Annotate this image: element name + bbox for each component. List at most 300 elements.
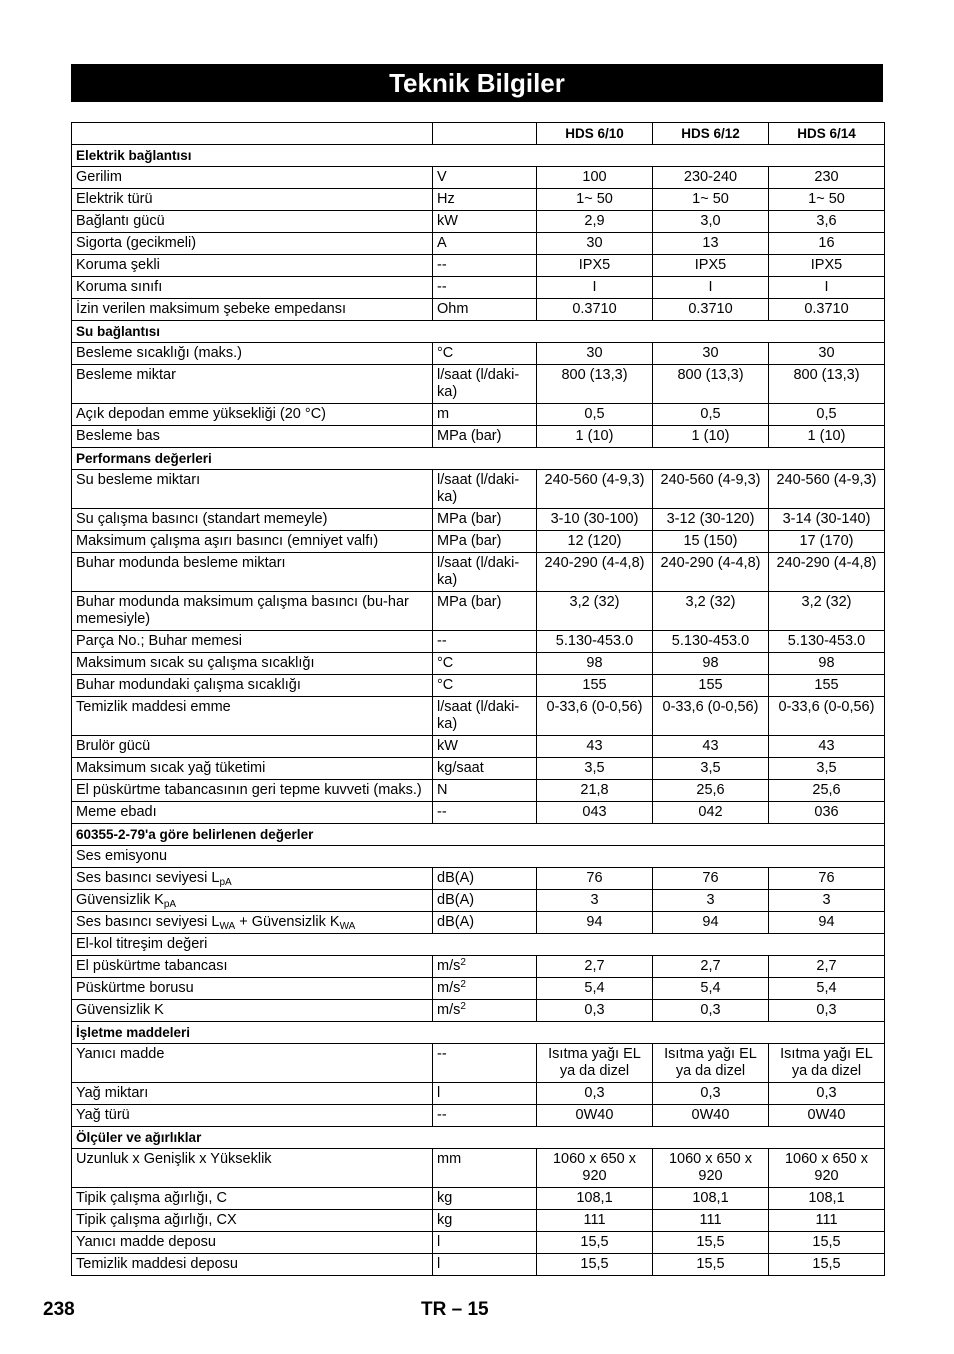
unit-text: kg/saat [437, 760, 484, 776]
table-row [72, 1083, 885, 1105]
value-cell: 98 [769, 653, 885, 675]
value-cell: 0-33,6 (0-0,56) [769, 697, 885, 736]
value-cell: 108,1 [653, 1188, 769, 1210]
spec-label-cell [72, 404, 433, 426]
value-cell: 0,5 [769, 404, 885, 426]
spec-label-cell [72, 780, 433, 802]
spec-label: El püskürtme tabancası [76, 958, 228, 974]
spec-label-cell [72, 1210, 433, 1232]
value-cell: 1060 x 650 x 920 [769, 1149, 885, 1188]
section-title: Performans değerleri [72, 448, 885, 470]
value-cell: 15,5 [537, 1254, 653, 1276]
unit-text: -- [437, 1046, 447, 1062]
value-cell: 3 [769, 890, 885, 912]
unit-cell [433, 167, 537, 189]
page-number: 238 [43, 1299, 75, 1320]
spec-label: Püskürtme borusu [76, 980, 194, 996]
spec-label: Besleme sıcaklığı (maks.) [76, 345, 242, 361]
unit-text: Hz [437, 191, 455, 207]
unit-text: -- [437, 279, 447, 295]
spec-label: Brulör gücü [76, 738, 151, 754]
spec-label: Elektrik türü [76, 191, 153, 207]
unit-cell [433, 470, 537, 509]
unit-cell [433, 255, 537, 277]
spec-label: Temizlik maddesi deposu [76, 1256, 238, 1272]
value-cell: 3,5 [769, 758, 885, 780]
unit-cell [433, 1210, 537, 1232]
unit-cell [433, 189, 537, 211]
unit-text: l/saat (l/daki-ka) [437, 555, 520, 588]
model-header: HDS 6/10 [537, 123, 653, 145]
spec-label: Parça No.; Buhar memesi [76, 633, 243, 649]
unit-text: kW [437, 738, 458, 754]
value-cell: 240-290 (4-4,8) [653, 553, 769, 592]
unit-text: MPa (bar) [437, 511, 502, 527]
value-cell: 15,5 [769, 1254, 885, 1276]
unit-cell [433, 365, 537, 404]
spec-label: Ses basıncı seviyesi L [76, 914, 220, 930]
value-cell: 3-12 (30-120) [653, 509, 769, 531]
value-cell: IPX5 [653, 255, 769, 277]
value-cell: 94 [653, 912, 769, 934]
table-row [72, 1188, 885, 1210]
value-cell: 0,3 [769, 1083, 885, 1105]
value-cell: 240-290 (4-4,8) [537, 553, 653, 592]
value-cell: 230 [769, 167, 885, 189]
unit-cell [433, 653, 537, 675]
unit-cell [433, 1000, 537, 1022]
section-title: Ölçüler ve ağırlıklar [72, 1127, 885, 1149]
unit-text: -- [437, 1107, 447, 1123]
unit-cell [433, 1232, 537, 1254]
unit-text: kg [437, 1190, 453, 1206]
value-cell: 5.130-453.0 [653, 631, 769, 653]
spec-label: Açık depodan emme yüksekliği (20 °C) [76, 406, 326, 422]
value-cell: 240-560 (4-9,3) [537, 470, 653, 509]
value-cell: I [653, 277, 769, 299]
table-row [72, 758, 885, 780]
unit-cell [433, 631, 537, 653]
unit-cell [433, 404, 537, 426]
unit-cell [433, 277, 537, 299]
unit-text: °C [437, 655, 454, 671]
table-row [72, 697, 885, 736]
value-cell: I [537, 277, 653, 299]
spec-label: Meme ebadı [76, 804, 157, 820]
table-row [72, 1000, 885, 1022]
spec-label: Su çalışma basıncı (standart memeyle) [76, 511, 328, 527]
spec-label: Gerilim [76, 169, 122, 185]
spec-label-cell [72, 736, 433, 758]
subsection-row [72, 934, 885, 956]
spec-label: Yanıcı madde [76, 1046, 165, 1062]
table-row [72, 365, 885, 404]
value-cell: 0,3 [769, 1000, 885, 1022]
unit-text: V [437, 169, 447, 185]
spec-label-cell [72, 233, 433, 255]
value-cell: 3,2 (32) [769, 592, 885, 631]
unit-text: A [437, 235, 447, 251]
value-cell: 800 (13,3) [537, 365, 653, 404]
value-cell: 3 [537, 890, 653, 912]
unit-cell [433, 697, 537, 736]
value-cell: 230-240 [653, 167, 769, 189]
table-row [72, 167, 885, 189]
value-cell: 0.3710 [537, 299, 653, 321]
value-cell: 043 [537, 802, 653, 824]
value-cell: 111 [537, 1210, 653, 1232]
value-cell: 5.130-453.0 [769, 631, 885, 653]
table-row [72, 343, 885, 365]
value-cell: IPX5 [769, 255, 885, 277]
value-cell: 1 (10) [769, 426, 885, 448]
spec-label-cell [72, 1083, 433, 1105]
spec-label: Besleme miktar [76, 367, 176, 383]
value-cell: 3,5 [537, 758, 653, 780]
spec-label-cell [72, 802, 433, 824]
unit-text: m/s [437, 1002, 461, 1018]
value-cell: 1~ 50 [769, 189, 885, 211]
unit-text: MPa (bar) [437, 428, 502, 444]
table-row [72, 978, 885, 1000]
unit-superscript: 2 [460, 1001, 466, 1012]
value-cell: 94 [769, 912, 885, 934]
section-header-row [72, 448, 885, 470]
unit-cell [433, 1149, 537, 1188]
section-header-row [72, 321, 885, 343]
spec-label-cell [72, 1000, 433, 1022]
spec-label-cell [72, 1044, 433, 1083]
model-header: HDS 6/12 [653, 123, 769, 145]
value-cell: 25,6 [769, 780, 885, 802]
section-title: 60355-2-79'a göre belirlenen değerler [72, 824, 885, 846]
spec-label-cell [72, 299, 433, 321]
unit-text: l [437, 1256, 441, 1272]
value-cell: I [769, 277, 885, 299]
spec-label-cell [72, 470, 433, 509]
section-title: Su bağlantısı [72, 321, 885, 343]
value-cell: 30 [537, 233, 653, 255]
table-header-row [72, 123, 885, 145]
unit-cell [433, 780, 537, 802]
unit-cell [433, 868, 537, 890]
value-cell: 5,4 [653, 978, 769, 1000]
table-row [72, 1232, 885, 1254]
value-cell: 0.3710 [769, 299, 885, 321]
value-cell: 108,1 [537, 1188, 653, 1210]
table-row [72, 1210, 885, 1232]
unit-cell [433, 758, 537, 780]
value-cell: 16 [769, 233, 885, 255]
spec-label: Koruma şekli [76, 257, 160, 273]
spec-label: Tipik çalışma ağırlığı, CX [76, 1212, 237, 1228]
table-row [72, 211, 885, 233]
value-cell: 3,0 [653, 211, 769, 233]
unit-cell [433, 890, 537, 912]
unit-cell [433, 531, 537, 553]
table-row [72, 802, 885, 824]
unit-text: kg [437, 1212, 453, 1228]
value-cell: 1060 x 650 x 920 [537, 1149, 653, 1188]
value-cell: 25,6 [653, 780, 769, 802]
unit-text: l [437, 1234, 441, 1250]
value-cell: 0,3 [537, 1083, 653, 1105]
spec-label: Buhar modunda maksimum çalışma basıncı (bu-har memesiyle) [76, 594, 409, 627]
spec-label-cell [72, 758, 433, 780]
value-cell: 30 [653, 343, 769, 365]
value-cell: 3 [653, 890, 769, 912]
value-cell: 100 [537, 167, 653, 189]
value-cell: 0W40 [769, 1105, 885, 1127]
spec-label: Yağ türü [76, 1107, 130, 1123]
spec-label-cell [72, 956, 433, 978]
unit-cell [433, 233, 537, 255]
table-row [72, 277, 885, 299]
value-cell: 43 [537, 736, 653, 758]
section-title: İşletme maddeleri [72, 1022, 885, 1044]
unit-cell [433, 1188, 537, 1210]
table-row [72, 868, 885, 890]
table-row [72, 553, 885, 592]
spec-label-subscript: pA [163, 899, 177, 910]
unit-text: MPa (bar) [437, 533, 502, 549]
section-header-row [72, 824, 885, 846]
value-cell: 0,5 [653, 404, 769, 426]
unit-text: -- [437, 257, 447, 273]
value-cell: 3,6 [769, 211, 885, 233]
unit-text: m [437, 406, 450, 422]
value-cell: 1060 x 650 x 920 [653, 1149, 769, 1188]
value-cell: 12 (120) [537, 531, 653, 553]
spec-label: Maksimum çalışma aşırı basıncı (emniyet valfı) [76, 533, 379, 549]
spec-label-cell [72, 531, 433, 553]
value-cell: 17 (170) [769, 531, 885, 553]
spec-table-body [72, 145, 885, 1276]
value-cell: 3,2 (32) [537, 592, 653, 631]
spec-label: Sigorta (gecikmeli) [76, 235, 197, 251]
value-cell: 13 [653, 233, 769, 255]
spec-label: Yanıcı madde deposu [76, 1234, 216, 1250]
value-cell: 240-560 (4-9,3) [653, 470, 769, 509]
spec-label-cell [72, 189, 433, 211]
unit-cell [433, 912, 537, 934]
spec-label-cell [72, 167, 433, 189]
value-cell: 155 [537, 675, 653, 697]
table-row [72, 675, 885, 697]
table-row [72, 736, 885, 758]
table-row [72, 780, 885, 802]
value-cell: 111 [769, 1210, 885, 1232]
spec-label-cell [72, 343, 433, 365]
unit-text: l [437, 1085, 441, 1101]
value-cell: 2,7 [769, 956, 885, 978]
unit-cell [433, 509, 537, 531]
value-cell: Isıtma yağı EL ya da dizel [769, 1044, 885, 1083]
spec-label-cell [72, 365, 433, 404]
value-cell: 30 [769, 343, 885, 365]
spec-label: Maksimum sıcak su çalışma sıcaklığı [76, 655, 315, 671]
spec-label-cell [72, 675, 433, 697]
unit-text: l/saat (l/daki-ka) [437, 367, 520, 400]
spec-label: Buhar modundaki çalışma sıcaklığı [76, 677, 301, 693]
value-cell: 5,4 [537, 978, 653, 1000]
value-cell: 800 (13,3) [653, 365, 769, 404]
spec-label-cell [72, 553, 433, 592]
table-row [72, 509, 885, 531]
value-cell: 76 [653, 868, 769, 890]
spec-label-cell [72, 890, 433, 912]
value-cell: 155 [653, 675, 769, 697]
unit-superscript: 2 [460, 957, 466, 968]
value-cell: 21,8 [537, 780, 653, 802]
spec-label: Güvensizlik K [76, 892, 164, 908]
table-row [72, 470, 885, 509]
unit-cell [433, 1044, 537, 1083]
spec-label: İzin verilen maksimum şebeke empedansı [76, 301, 346, 317]
table-row [72, 592, 885, 631]
value-cell: 43 [769, 736, 885, 758]
header-empty-label [72, 123, 433, 145]
value-cell: 1 (10) [537, 426, 653, 448]
value-cell: 108,1 [769, 1188, 885, 1210]
spec-label: Koruma sınıfı [76, 279, 163, 295]
value-cell: 0,5 [537, 404, 653, 426]
value-cell: 2,9 [537, 211, 653, 233]
table-row [72, 531, 885, 553]
value-cell: 240-290 (4-4,8) [769, 553, 885, 592]
value-cell: Isıtma yağı EL ya da dizel [653, 1044, 769, 1083]
unit-text: mm [437, 1151, 462, 1167]
table-row [72, 653, 885, 675]
value-cell: 76 [537, 868, 653, 890]
subsection-row [72, 846, 885, 868]
value-cell: 0,3 [653, 1083, 769, 1105]
spec-label-subscript: pA [219, 877, 232, 888]
table-row [72, 912, 885, 934]
value-cell: 0-33,6 (0-0,56) [537, 697, 653, 736]
unit-text: MPa (bar) [437, 594, 502, 610]
value-cell: 3-14 (30-140) [769, 509, 885, 531]
unit-cell [433, 553, 537, 592]
unit-cell [433, 343, 537, 365]
unit-cell [433, 802, 537, 824]
spec-label-cell [72, 1149, 433, 1188]
value-cell: 111 [653, 1210, 769, 1232]
table-row [72, 299, 885, 321]
unit-text: kW [437, 213, 458, 229]
spec-label-cell [72, 631, 433, 653]
spec-label-cell [72, 509, 433, 531]
spec-label-cell [72, 1232, 433, 1254]
unit-text: °C [437, 677, 454, 693]
unit-cell [433, 978, 537, 1000]
header-empty-unit [433, 123, 537, 145]
value-cell: 30 [537, 343, 653, 365]
spec-label-cell [72, 1105, 433, 1127]
section-header-row [72, 1022, 885, 1044]
value-cell: 15,5 [769, 1232, 885, 1254]
value-cell: 5.130-453.0 [537, 631, 653, 653]
unit-text: l/saat (l/daki-ka) [437, 472, 520, 505]
unit-text: -- [437, 633, 447, 649]
value-cell: 1~ 50 [537, 189, 653, 211]
spec-label: Su besleme miktarı [76, 472, 201, 488]
unit-cell [433, 1254, 537, 1276]
unit-text: °C [437, 345, 454, 361]
value-cell: 1 (10) [653, 426, 769, 448]
value-cell: 155 [769, 675, 885, 697]
value-cell: 94 [537, 912, 653, 934]
unit-cell [433, 299, 537, 321]
spec-label-cell [72, 978, 433, 1000]
spec-table [71, 122, 885, 1276]
spec-label-cell [72, 1254, 433, 1276]
value-cell: 0W40 [537, 1105, 653, 1127]
spec-label-subscript: WA [339, 921, 356, 932]
spec-label-cell [72, 211, 433, 233]
value-cell: 0,3 [537, 1000, 653, 1022]
value-cell: 3-10 (30-100) [537, 509, 653, 531]
spec-label: Temizlik maddesi emme [76, 699, 231, 715]
unit-text: Ohm [437, 301, 469, 317]
table-row [72, 1105, 885, 1127]
table-row [72, 956, 885, 978]
spec-label: Bağlantı gücü [76, 213, 165, 229]
value-cell: 036 [769, 802, 885, 824]
value-cell: 3,2 (32) [653, 592, 769, 631]
spec-label-cell [72, 1188, 433, 1210]
value-cell: 5,4 [769, 978, 885, 1000]
spec-label: Uzunluk x Genişlik x Yükseklik [76, 1151, 272, 1167]
value-cell: 0-33,6 (0-0,56) [653, 697, 769, 736]
value-cell: Isıtma yağı EL ya da dizel [537, 1044, 653, 1083]
unit-superscript: 2 [460, 979, 466, 990]
value-cell: 2,7 [537, 956, 653, 978]
section-header-row [72, 145, 885, 167]
value-cell: 15,5 [537, 1232, 653, 1254]
table-row [72, 890, 885, 912]
unit-cell [433, 1105, 537, 1127]
value-cell: 76 [769, 868, 885, 890]
spec-label: Güvensizlik K [76, 1002, 164, 1018]
unit-text: -- [437, 804, 447, 820]
value-cell: 15,5 [653, 1232, 769, 1254]
spec-label-cell [72, 912, 433, 934]
value-cell: 0.3710 [653, 299, 769, 321]
model-header: HDS 6/14 [769, 123, 885, 145]
unit-cell [433, 211, 537, 233]
value-cell: 2,7 [653, 956, 769, 978]
unit-text: l/saat (l/daki-ka) [437, 699, 520, 732]
value-cell: 240-560 (4-9,3) [769, 470, 885, 509]
unit-cell [433, 426, 537, 448]
section-header-row [72, 1127, 885, 1149]
spec-label-cell [72, 592, 433, 631]
table-row [72, 404, 885, 426]
page-title: Teknik Bilgiler [71, 64, 883, 102]
value-cell: 15,5 [653, 1254, 769, 1276]
spec-label: Maksimum sıcak yağ tüketimi [76, 760, 266, 776]
spec-label-cell [72, 868, 433, 890]
unit-cell [433, 592, 537, 631]
table-row [72, 631, 885, 653]
table-row [72, 426, 885, 448]
table-row [72, 189, 885, 211]
value-cell: 1~ 50 [653, 189, 769, 211]
value-cell: 43 [653, 736, 769, 758]
unit-cell [433, 1083, 537, 1105]
unit-text: m/s [437, 958, 461, 974]
